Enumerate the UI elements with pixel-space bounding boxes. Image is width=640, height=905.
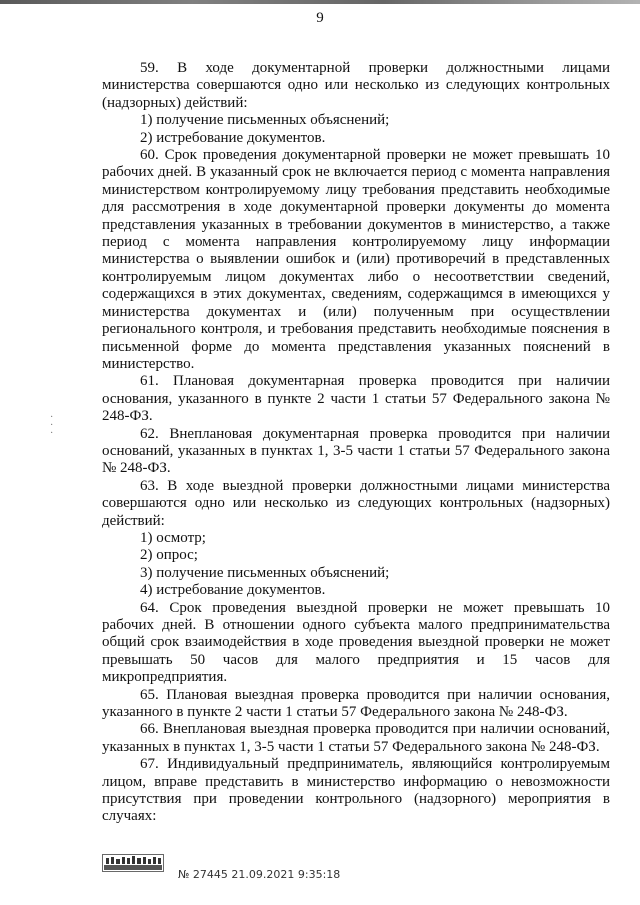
registration-number: № 27445 21.09.2021 9:35:18 <box>178 868 341 881</box>
paragraph-59: 59. В ходе документарной проверки должностными лицами министерства совершаются одно или несколько из следующих контрольных (надзорных) действий: <box>102 60 610 111</box>
paragraph-60: 60. Срок проведения документарной проверки не может превышать 10 рабочих дней. В указанный срок не включается период с момента направления министерством контролируемому лицу требования представить необходимые для рассмотрения в ходе документарной проверки документы до момента представления указанных в требовании документов в министерство, а также период с момента направления контролируемому лицу информации министерства о выявлении ошибок и (или) противоречий в представленных контролируемым лицом документах либо о несоответствии сведений, содержащихся в этих документах, сведениям, содержащимся в имеющихся у министерства документах и (или) полученным при осуществлении регионального контроля, и требования представить необходимые пояснения в письменной форме до момента представления указанных пояснений в министерство. <box>102 147 610 372</box>
document-body <box>102 60 610 826</box>
margin-scan-mark: · · · <box>50 412 54 439</box>
list-item: 1) осмотр; <box>140 529 206 546</box>
scan-edge <box>0 0 640 4</box>
list-item: 2) опрос; <box>140 547 198 564</box>
list-item: 4) истребование документов. <box>140 582 326 599</box>
paragraph-61: 61. Плановая документарная проверка проводится при наличии основания, указанного в пункте 2 части 1 статьи 57 Федерального закона № 248-ФЗ. <box>102 373 610 425</box>
paragraph-65: 65. Плановая выездная проверка проводится при наличии основания, указанного в пункте 2 части 1 статьи 57 Федерального закона № 248-ФЗ. <box>102 686 610 721</box>
list-item: 1) получение письменных объяснений; <box>140 112 390 129</box>
paragraph-67: 67. Индивидуальный предприниматель, являющийся контролируемым лицом, вправе представить в министерство информацию о невозможности присутствия при проведении контрольного (надзорного) мероприятия в случаях: <box>102 756 610 825</box>
page-number: 9 <box>316 10 324 26</box>
paragraph-62: 62. Внеплановая документарная проверка проводится при наличии оснований, указанных в пунктах 1, 3-5 части 1 статьи 57 Федерального закона № 248-ФЗ. <box>102 425 610 477</box>
paragraph-64: 64. Срок проведения выездной проверки не может превышать 10 рабочих дней. В отношении одного субъекта малого предпринимательства общий срок взаимодействия в ходе проведения выездной проверки не может превышать 50 часов для малого предприятия и 15 часов для микропредприятия. <box>102 599 610 686</box>
registry-stamp-icon <box>102 854 164 872</box>
list-item: 3) получение письменных объяснений; <box>140 564 390 581</box>
paragraph-66: 66. Внеплановая выездная проверка проводится при наличии оснований, указанных в пунктах 1, 3-5 части 1 статьи 57 Федерального закона № 248-ФЗ. <box>102 721 610 755</box>
list-item: 2) истребование документов. <box>140 129 326 146</box>
paragraph-63: 63. В ходе выездной проверки должностными лицами министерства совершаются одно или несколько из следующих контрольных (надзорных) действий: <box>102 477 610 529</box>
